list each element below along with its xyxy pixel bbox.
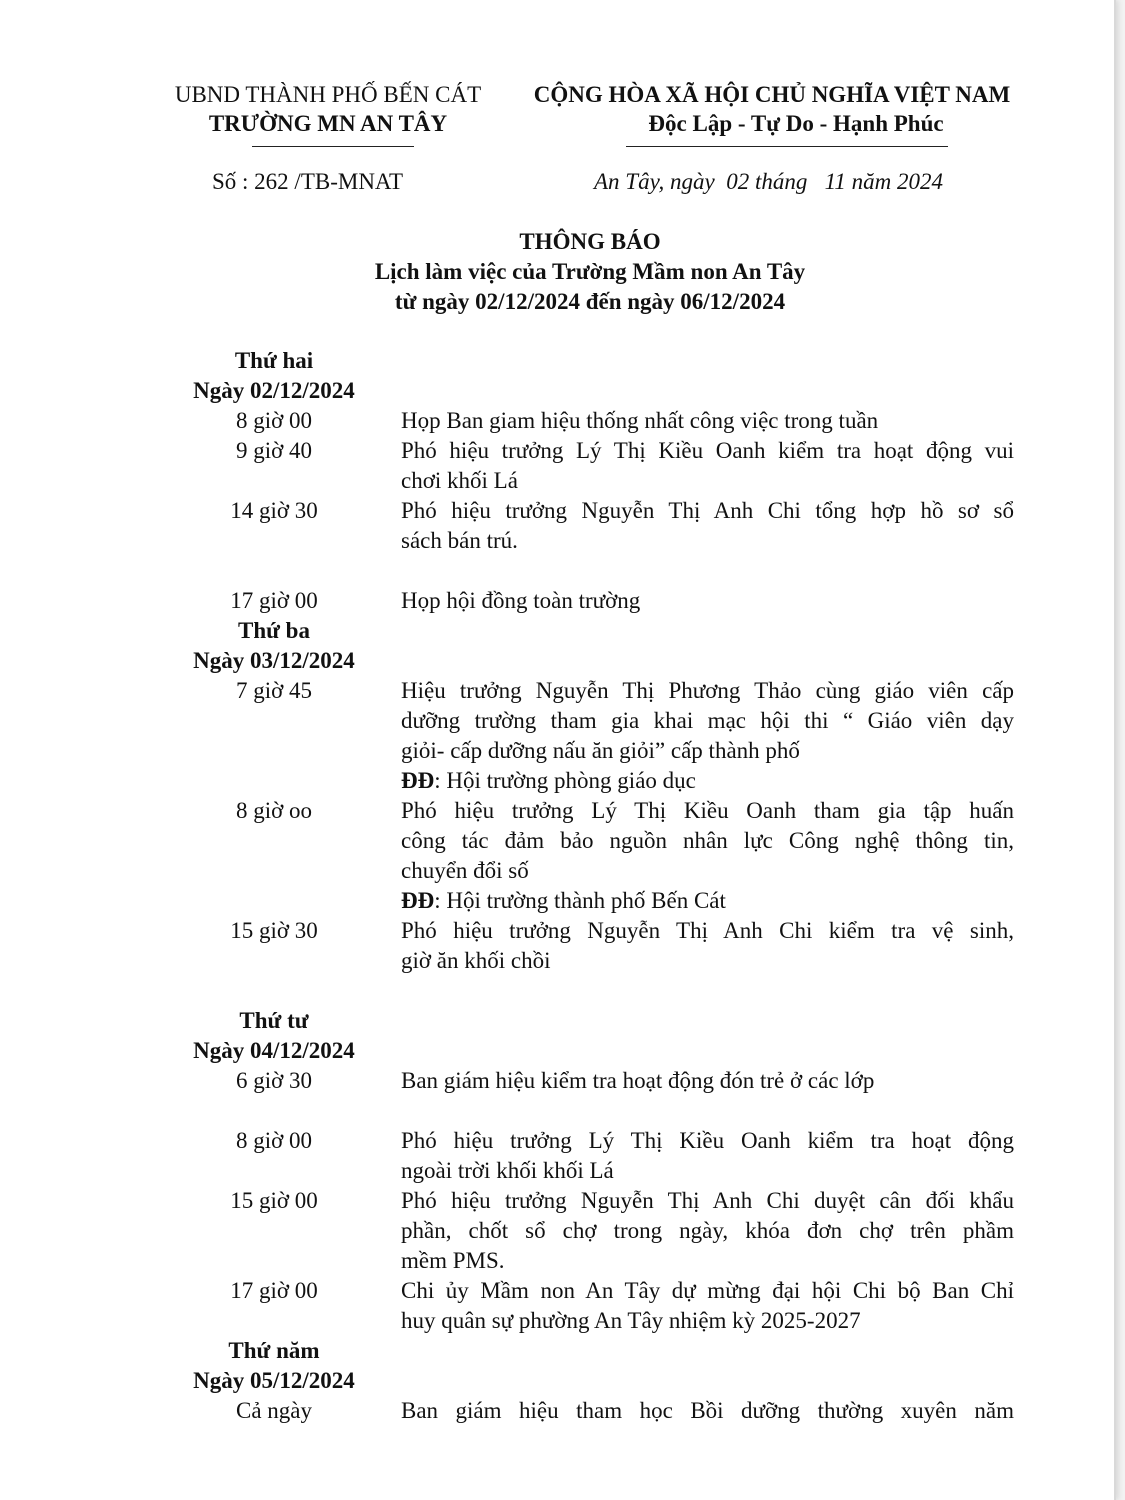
item-text: chơi khối Lá: [401, 468, 518, 493]
schedule-item: [0, 1276, 1114, 1336]
notice-date-range: từ ngày 02/12/2024 đến ngày 06/12/2024: [394, 289, 786, 314]
day-date: Ngày 03/12/2024: [193, 648, 355, 673]
motto-underline: [626, 146, 948, 147]
day-header-thursday: [0, 1336, 1114, 1396]
day-date: Ngày 02/12/2024: [193, 378, 355, 403]
republic-title: CỘNG HÒA XÃ HỘI CHỦ NGHĨA VIỆT NAM: [533, 82, 1011, 107]
day-date: Ngày 05/12/2024: [193, 1368, 355, 1393]
item-time: 7 giờ 45: [235, 678, 313, 703]
item-text: Phó hiệu trưởng Lý Thị Kiều Oanh kiểm tra hoạt động vui: [401, 438, 1014, 463]
item-text: Phó hiệu trưởng Nguyễn Thị Anh Chi duyệt cân đối khẩu: [401, 1188, 1014, 1213]
item-location: [401, 766, 1014, 796]
document-number: Số : 262 /TB-MNAT: [212, 169, 404, 194]
item-text: Phó hiệu trưởng Lý Thị Kiều Oanh tham gia tập huấn: [401, 798, 1014, 823]
agency-line: UBND THÀNH PHỐ BẾN CÁT: [174, 82, 482, 107]
spacer: [0, 556, 1114, 586]
schedule-item: [0, 496, 1114, 556]
day-header-wednesday: [0, 1006, 1114, 1066]
item-time: 15 giờ 00: [230, 1188, 318, 1213]
item-text: dưỡng trường tham gia khai mạc hội thi “ Giáo viên dạy: [401, 708, 1014, 733]
schedule-item: [0, 436, 1114, 496]
schedule-item: [0, 1396, 1114, 1426]
item-time: 6 giờ 30: [235, 1068, 313, 1093]
schedule-item: [0, 1186, 1114, 1276]
schedule-item: [0, 796, 1114, 916]
item-text: công tác đảm bảo nguồn nhân lực Công nghệ thông tin,: [401, 828, 1014, 853]
item-text: huy quân sự phường An Tây nhiệm kỳ 2025-2027: [401, 1308, 861, 1333]
item-text: Ban giám hiệu kiểm tra hoạt động đón trẻ ở các lớp: [401, 1068, 875, 1093]
item-text: Hiệu trưởng Nguyễn Thị Phương Thảo cùng giáo viên cấp: [401, 678, 1014, 703]
item-text: ngoài trời khối khối Lá: [401, 1158, 614, 1183]
item-time: 17 giờ 00: [230, 588, 318, 613]
day-name: Thứ tư: [239, 1008, 309, 1033]
location-label: ĐĐ: [401, 888, 435, 913]
item-time: 14 giờ 30: [230, 498, 318, 523]
schedule-item: [0, 676, 1114, 796]
schedule-item: [0, 1126, 1114, 1186]
item-text: giờ ăn khối chồi: [401, 948, 551, 973]
weekly-schedule: [0, 346, 1114, 1426]
item-text: chuyển đổi số: [401, 858, 529, 883]
spacer: [0, 1096, 1114, 1126]
item-text: Phó hiệu trưởng Nguyễn Thị Anh Chi kiểm tra vệ sinh,: [401, 918, 1014, 943]
item-text: Phó hiệu trưởng Lý Thị Kiều Oanh kiểm tra hoạt động: [401, 1128, 1014, 1153]
item-time: Cả ngày: [235, 1398, 312, 1423]
day-name: Thứ năm: [228, 1338, 320, 1363]
item-location: [401, 886, 1014, 916]
day-date: Ngày 04/12/2024: [193, 1038, 355, 1063]
place-and-date: An Tây, ngày 02 tháng 11 năm 2024: [594, 169, 944, 194]
item-text: Chi ủy Mầm non An Tây dự mừng đại hội Chi bộ Ban Chỉ: [401, 1278, 1014, 1303]
item-text: Họp hội đồng toàn trường: [401, 588, 641, 613]
schedule-item: [0, 586, 1114, 616]
day-header-monday: [0, 346, 1114, 406]
item-time: 8 giờ oo: [235, 798, 313, 823]
school-name-underline: [252, 146, 414, 147]
item-time: 8 giờ 00: [235, 1128, 313, 1153]
notice-heading: THÔNG BÁO: [519, 229, 661, 254]
location-text: : Hội trường thành phố Bến Cát: [434, 888, 726, 913]
spacer: [0, 976, 1114, 1006]
location-label: ĐĐ: [401, 768, 435, 793]
item-text: phần, chốt sổ chợ trong ngày, khóa đơn chợ trên phầm: [401, 1218, 1014, 1243]
school-name: TRƯỜNG MN AN TÂY: [208, 111, 448, 136]
item-text: mềm PMS.: [401, 1248, 505, 1273]
item-text: Họp Ban giam hiệu thống nhất công việc trong tuần: [401, 408, 879, 433]
day-name: Thứ ba: [238, 618, 310, 643]
schedule-item: [0, 406, 1114, 436]
notice-subtitle: Lịch làm việc của Trường Mầm non An Tây: [374, 259, 806, 284]
item-text: giỏi- cấp dưỡng nấu ăn giỏi” cấp thành phố: [401, 738, 800, 763]
item-text: Ban giám hiệu tham học Bồi dưỡng thường xuyên năm: [401, 1398, 1014, 1423]
national-motto: Độc Lập - Tự Do - Hạnh Phúc: [648, 111, 944, 136]
item-text: sách bán trú.: [401, 528, 518, 553]
item-time: 9 giờ 40: [235, 438, 313, 463]
schedule-item: [0, 1066, 1114, 1096]
item-time: 17 giờ 00: [230, 1278, 318, 1303]
item-time: 8 giờ 00: [235, 408, 313, 433]
day-name: Thứ hai: [234, 348, 314, 373]
day-header-tuesday: [0, 616, 1114, 676]
location-text: : Hội trường phòng giáo dục: [434, 768, 696, 793]
item-text: Phó hiệu trưởng Nguyễn Thị Anh Chi tổng hợp hồ sơ sổ: [401, 498, 1014, 523]
schedule-item: [0, 916, 1114, 976]
item-time: 15 giờ 30: [230, 918, 318, 943]
